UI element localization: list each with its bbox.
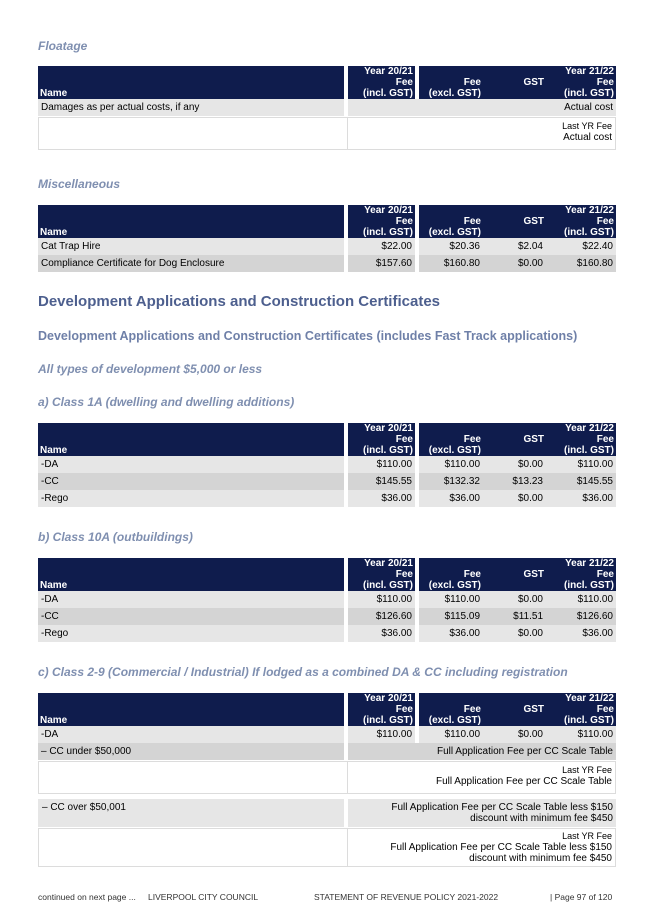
class29-table — [38, 693, 616, 760]
row-gst: $0.00 — [483, 625, 546, 642]
row-name: -CC — [38, 608, 344, 625]
col-name-header: Name — [38, 423, 344, 456]
col-name-header: Name — [38, 693, 344, 726]
cc-over-last-year — [38, 828, 616, 867]
row-gst: $13.23 — [483, 473, 546, 490]
row-excl: $110.00 — [415, 726, 483, 743]
table-row — [38, 473, 616, 490]
row-incl: $110.00 — [546, 591, 616, 608]
row-incl: $110.00 — [546, 456, 616, 473]
misc-table — [38, 205, 616, 272]
col-fee-header: Fee — [344, 77, 415, 88]
misc-heading: Miscellaneous — [38, 177, 121, 191]
last-year-label: Last YR Fee — [562, 121, 612, 131]
row-excl: $20.36 — [415, 238, 483, 255]
col-year-cur-header: Year 21/22 — [546, 423, 616, 434]
row-value-line2: discount with minimum fee $450 — [470, 813, 613, 824]
col-incl-gst-header: (incl. GST) — [546, 88, 616, 99]
col-excl-gst-header: (excl. GST) — [415, 88, 483, 99]
row-incl: $22.40 — [546, 238, 616, 255]
col-gst-header: GST — [483, 434, 546, 445]
row-prev: $126.60 — [344, 608, 415, 625]
last-year-label: Last YR Fee — [562, 765, 612, 775]
row-name: -DA — [38, 726, 344, 743]
col-year-cur-header: Year 21/22 — [546, 205, 616, 216]
row-incl: $126.60 — [546, 608, 616, 625]
row-gst: $0.00 — [483, 726, 546, 743]
col-incl-gst-header: (incl. GST) — [344, 580, 415, 591]
col-incl-gst-header: (incl. GST) — [546, 227, 616, 238]
cc-over-row — [38, 799, 616, 827]
dev-group-heading: All types of development $5,000 or less — [38, 362, 263, 376]
row-prev: $110.00 — [344, 456, 415, 473]
row-value: Actual cost — [344, 99, 616, 116]
col-fee-header: Fee — [415, 216, 483, 227]
col-incl-gst-header: (incl. GST) — [546, 445, 616, 456]
table-row — [38, 608, 616, 625]
row-name: -DA — [38, 591, 344, 608]
col-year-cur-header: Year 21/22 — [546, 693, 616, 704]
class10a-heading: b) Class 10A (outbuildings) — [38, 530, 193, 544]
col-fee-header: Fee — [546, 77, 616, 88]
row-excl: $110.00 — [415, 456, 483, 473]
col-year-cur-header: Year 21/22 — [546, 558, 616, 569]
col-incl-gst-header: (incl. GST) — [546, 715, 616, 726]
row-prev: $110.00 — [344, 726, 415, 743]
col-name-header: Name — [38, 558, 344, 591]
row-gst: $0.00 — [483, 255, 546, 272]
row-excl: $115.09 — [415, 608, 483, 625]
col-fee-header: Fee — [415, 704, 483, 715]
row-excl: $36.00 — [415, 490, 483, 507]
class10a-table — [38, 558, 616, 642]
table-row — [38, 238, 616, 255]
col-incl-gst-header: (incl. GST) — [344, 715, 415, 726]
col-year-prev-header: Year 20/21 — [344, 66, 415, 77]
row-incl: $36.00 — [546, 490, 616, 507]
last-year-value: Full Application Fee per CC Scale Table — [435, 776, 612, 787]
col-year-prev-header: Year 20/21 — [344, 205, 415, 216]
class1a-table — [38, 423, 616, 507]
row-incl: $110.00 — [546, 726, 616, 743]
table-row — [38, 591, 616, 608]
col-fee-header: Fee — [415, 434, 483, 445]
col-fee-header: Fee — [546, 704, 616, 715]
row-name: – CC over $50,001 — [38, 799, 344, 827]
row-gst: $0.00 — [483, 456, 546, 473]
col-excl-gst-header: (excl. GST) — [415, 715, 483, 726]
row-excl: $36.00 — [415, 625, 483, 642]
cc-under-last-year — [38, 761, 616, 794]
row-name: -Rego — [38, 490, 344, 507]
row-name: – CC under $50,000 — [38, 743, 344, 760]
col-gst-header: GST — [483, 77, 546, 88]
row-prev: $36.00 — [344, 625, 415, 642]
col-gst-header: GST — [483, 704, 546, 715]
footer-page-number: | Page 97 of 120 — [550, 892, 613, 902]
col-gst-header: GST — [483, 569, 546, 580]
row-name: Compliance Certificate for Dog Enclosure — [38, 255, 344, 272]
table-row — [38, 255, 616, 272]
col-fee-header: Fee — [546, 434, 616, 445]
col-fee-header: Fee — [344, 569, 415, 580]
col-fee-header: Fee — [344, 434, 415, 445]
row-gst: $2.04 — [483, 238, 546, 255]
col-fee-header: Fee — [415, 77, 483, 88]
col-incl-gst-header: (incl. GST) — [344, 445, 415, 456]
row-gst: $0.00 — [483, 591, 546, 608]
footer-statement: STATEMENT OF REVENUE POLICY 2021-2022 — [314, 892, 499, 902]
row-gst: $0.00 — [483, 490, 546, 507]
col-fee-header: Fee — [546, 216, 616, 227]
table-row — [38, 726, 616, 743]
last-year-value: Actual cost — [563, 132, 612, 143]
dev-heading: Development Applications and Construction Certificates — [38, 293, 441, 310]
row-prev: $22.00 — [344, 238, 415, 255]
col-excl-gst-header: (excl. GST) — [415, 580, 483, 591]
col-name-header: Name — [38, 205, 344, 238]
col-excl-gst-header: (excl. GST) — [415, 445, 483, 456]
row-excl: $160.80 — [415, 255, 483, 272]
footer-continued: continued on next page ... — [38, 892, 136, 902]
table-row — [38, 99, 616, 116]
row-incl: $36.00 — [546, 625, 616, 642]
col-incl-gst-header: (incl. GST) — [344, 88, 415, 99]
col-year-prev-header: Year 20/21 — [344, 693, 415, 704]
col-gst-header: GST — [483, 216, 546, 227]
col-year-prev-header: Year 20/21 — [344, 558, 415, 569]
row-incl: $145.55 — [546, 473, 616, 490]
col-year-cur-header: Year 21/22 — [546, 66, 616, 77]
floatage-last-year — [38, 117, 616, 150]
row-value-line1: Full Application Fee per CC Scale Table less $150 — [391, 802, 613, 813]
class29-heading: c) Class 2-9 (Commercial / Industrial) If lodged as a combined DA & CC including registration — [38, 665, 568, 679]
class1a-heading: a) Class 1A (dwelling and dwelling additions) — [38, 395, 295, 409]
col-fee-header: Fee — [344, 704, 415, 715]
footer-council: LIVERPOOL CITY COUNCIL — [148, 892, 259, 902]
row-excl: $132.32 — [415, 473, 483, 490]
row-prev: $157.60 — [344, 255, 415, 272]
col-year-prev-header: Year 20/21 — [344, 423, 415, 434]
row-incl: $160.80 — [546, 255, 616, 272]
col-name-header: Name — [38, 66, 344, 99]
row-name: -Rego — [38, 625, 344, 642]
dev-subheading: Development Applications and Construction Certificates (includes Fast Track applications) — [38, 329, 578, 343]
row-excl: $110.00 — [415, 591, 483, 608]
last-year-label: Last YR Fee — [562, 831, 612, 841]
table-row — [38, 743, 616, 760]
col-fee-header: Fee — [546, 569, 616, 580]
row-name: -CC — [38, 473, 344, 490]
table-row — [38, 490, 616, 507]
floatage-heading: Floatage — [38, 39, 88, 53]
col-fee-header: Fee — [415, 569, 483, 580]
row-prev: $110.00 — [344, 591, 415, 608]
row-prev: $145.55 — [344, 473, 415, 490]
row-name: Cat Trap Hire — [38, 238, 344, 255]
col-excl-gst-header: (excl. GST) — [415, 227, 483, 238]
table-row — [38, 456, 616, 473]
last-year-line1: Full Application Fee per CC Scale Table less $150 — [390, 842, 612, 853]
row-gst: $11.51 — [483, 608, 546, 625]
table-row — [38, 625, 616, 642]
col-incl-gst-header: (incl. GST) — [546, 580, 616, 591]
row-value: Full Application Fee per CC Scale Table — [344, 743, 616, 760]
last-year-line2: discount with minimum fee $450 — [469, 853, 612, 864]
col-fee-header: Fee — [344, 216, 415, 227]
row-name: Damages as per actual costs, if any — [38, 99, 344, 116]
floatage-table — [38, 66, 616, 116]
row-prev: $36.00 — [344, 490, 415, 507]
col-incl-gst-header: (incl. GST) — [344, 227, 415, 238]
row-name: -DA — [38, 456, 344, 473]
